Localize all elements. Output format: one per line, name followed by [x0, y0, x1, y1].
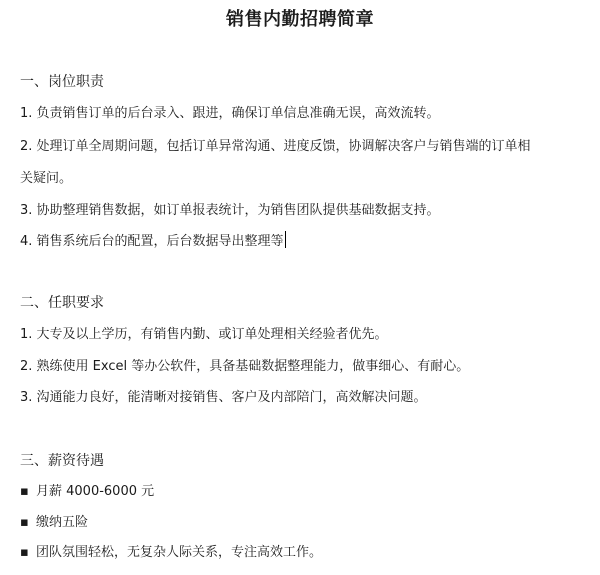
benefit-item	[20, 543, 590, 563]
benefit-text: 缴纳五险	[36, 515, 89, 530]
section-heading-requirements: 二、任职要求	[20, 295, 104, 311]
benefit-item	[20, 482, 590, 502]
duty-item: 1. 负责销售订单的后台录入、跟进，确保订单信息准确无误，高效流转。	[20, 106, 440, 121]
benefit-text: 月薪 4000-6000 元	[36, 484, 155, 499]
duty-item-continuation: 关疑问。	[20, 171, 73, 186]
section-heading-benefits: 三、薪资待遇	[20, 453, 104, 469]
section-heading-duties: 一、岗位职责	[20, 74, 104, 90]
duty-item: 3. 协助整理销售数据，如订单报表统计，为销售团队提供基础数据支持。	[20, 203, 440, 218]
bullet-icon: ▪	[20, 545, 29, 560]
document-title: 销售内勤招聘简章	[226, 9, 374, 30]
duty-item-editable[interactable]	[20, 231, 590, 252]
duty-item: 2. 处理订单全周期问题，包括订单异常沟通、进度反馈，协调解决客户与销售端的订单相	[20, 139, 531, 154]
bullet-icon: ▪	[20, 515, 29, 530]
requirement-item: 1. 大专及以上学历，有销售内勤、或订单处理相关经验者优先。	[20, 327, 388, 342]
benefit-item	[20, 513, 590, 533]
text-cursor	[285, 231, 286, 248]
requirement-item: 3. 沟通能力良好，能清晰对接销售、客户及内部陪门，高效解决问题。	[20, 390, 427, 405]
requirement-item: 2. 熟练使用 Excel 等办公软件，具备基础数据整理能力，做事细心、有耐心。	[20, 359, 470, 374]
bullet-icon: ▪	[20, 484, 29, 499]
duty-item-text: 4. 销售系统后台的配置，后台数据导出整理等	[20, 234, 284, 249]
benefit-text: 团队氛围轻松，无复杂人际关系，专注高效工作。	[36, 545, 323, 560]
